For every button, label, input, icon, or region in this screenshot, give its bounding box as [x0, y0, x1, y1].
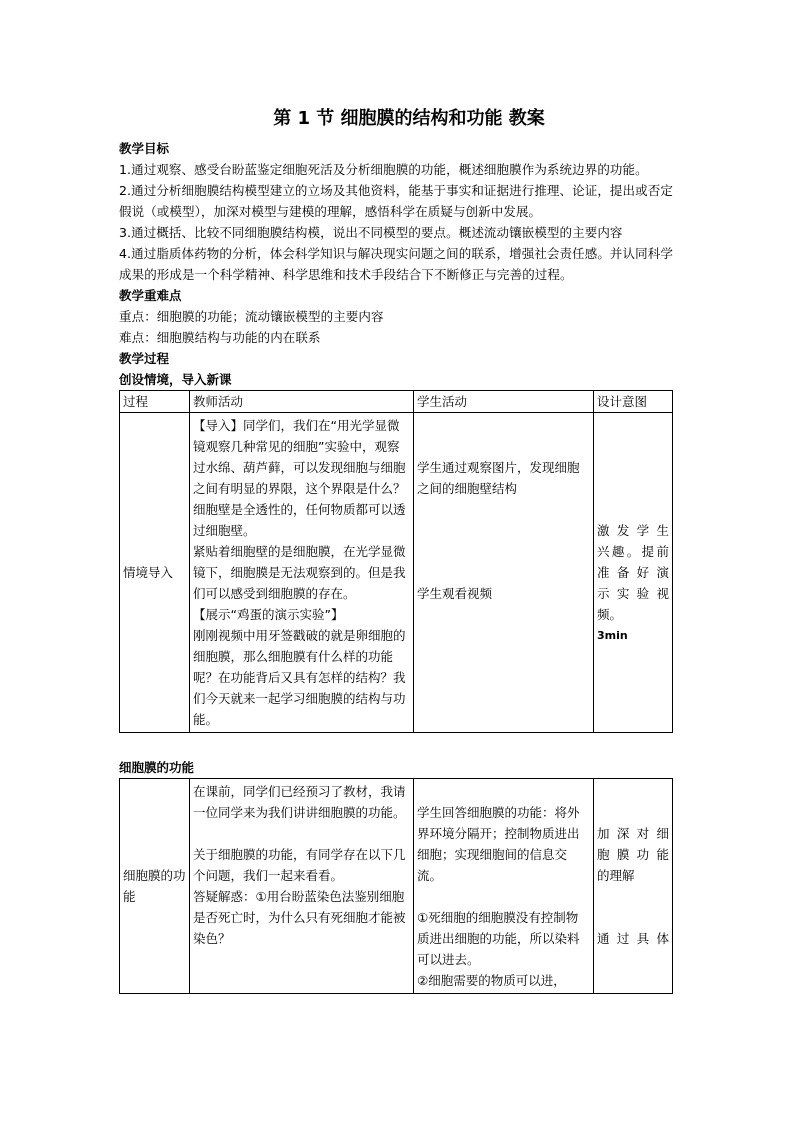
goal-item-1: 1.通过观察、感受台盼蓝鉴定细胞死活及分析细胞膜的功能，概述细胞膜作为系统边界的功能。	[119, 162, 648, 177]
teacher-text: 关于细胞膜的功能，有同学存在以下几个问题，我们一起来看看。	[193, 847, 406, 883]
teacher-activity-cell	[190, 413, 414, 733]
intent-line: 频。	[597, 607, 623, 622]
intent-cell	[594, 779, 673, 994]
student-activity-cell	[414, 413, 594, 733]
intent-line: 通过具体	[597, 931, 669, 946]
student-text: ①死细胞的细胞膜没有控制物质进出细胞的功能，所以染料可以进去。	[417, 910, 580, 967]
table-header-row	[120, 391, 673, 413]
teacher-activity-cell	[190, 779, 414, 994]
col-header-stage: 过程	[120, 391, 190, 413]
student-text: 学生通过观察图片，发现细胞之间的细胞壁结构	[417, 460, 580, 496]
intent-line: 加深对细	[597, 826, 669, 841]
teacher-text: 【展示“鸡蛋的演示实验”】	[193, 607, 344, 622]
focus-text: 重点：细胞膜的功能；流动镶嵌模型的主要内容	[119, 309, 384, 324]
keypoints-heading: 教学重难点	[119, 288, 182, 303]
function-table	[119, 778, 673, 994]
table-row	[120, 779, 673, 994]
stage-cell: 情境导入	[120, 413, 190, 733]
section-function-heading: 细胞膜的功能	[119, 760, 195, 775]
col-header-intent: 设计意图	[594, 391, 673, 413]
intent-cell	[594, 413, 673, 733]
page-title: 第 1 节 细胞膜的结构和功能 教案	[273, 108, 545, 129]
goal-item-4: 4.通过脂质体药物的分析，体会科学知识与解决现实问题之间的联系，增强社会责任感。并认同科学成果的形成是一个科学精神、科学思维和技术手段结合下不断修正与完善的过程。	[119, 246, 673, 282]
intro-table	[119, 390, 673, 733]
student-text: ②细胞需要的物质可以进，	[417, 973, 566, 988]
student-text: 学生回答细胞膜的功能：将外界环境分隔开；控制物质进出细胞；实现细胞间的信息交流。	[417, 805, 580, 883]
teacher-text: 紧贴着细胞壁的是细胞膜，在光学显微镜下，细胞膜是无法观察到的。但是我们可以感受到细胞膜的存在。	[193, 544, 406, 601]
section-intro-heading: 创设情境，导入新课	[119, 372, 232, 387]
intent-line: 的理解	[597, 868, 635, 883]
teacher-text: 在课前，同学们已经预习了教材，我请一位同学来为我们讲讲细胞膜的功能。	[193, 784, 406, 820]
teacher-text: 细胞壁是全透性的，任何物质都可以透过细胞壁。	[193, 502, 406, 538]
process-heading: 教学过程	[119, 351, 170, 366]
teacher-text: 刚刚视频中用牙签戳破的就是卵细胞的细胞膜，那么细胞膜有什么样的功能呢？在功能背后又具有怎样的结构？我们今天就来一起学习细胞膜的结构与功能。	[193, 628, 406, 727]
teacher-text: 【导入】同学们，我们在“用光学显微镜观察几种常见的细胞”实验中，观察过水绵、葫芦藓，可以发现细胞与细胞之间有明显的界限，这个界限是什么？	[193, 418, 406, 496]
teacher-text: 答疑解惑：①用台盼蓝染色法鉴别细胞是否死亡时，为什么只有死细胞才能被染色？	[193, 889, 406, 946]
intent-line: 激发学生	[597, 523, 669, 538]
table-row	[120, 413, 673, 733]
intent-line: 胞膜功能	[597, 847, 669, 862]
goal-item-2: 2.通过分析细胞膜结构模型建立的立场及其他资料，能基于事实和证据进行推理、论证，提出或否定假说（或模型），加深对模型与建模的理解，感悟科学在质疑与创新中发展。	[119, 183, 673, 219]
intent-time: 3min	[597, 629, 628, 642]
intent-line: 准备好演	[597, 565, 669, 580]
student-activity-cell	[414, 779, 594, 994]
intent-line: 示实验视	[597, 586, 669, 601]
col-header-teacher: 教师活动	[190, 391, 414, 413]
difficulty-text: 难点：细胞膜结构与功能的内在联系	[119, 330, 321, 345]
student-text: 学生观看视频	[417, 586, 493, 601]
intent-line: 兴趣。提前	[597, 544, 669, 559]
goals-heading: 教学目标	[119, 141, 170, 156]
goal-item-3: 3.通过概括、比较不同细胞膜结构模，说出不同模型的要点。概述流动镶嵌模型的主要内容	[119, 225, 623, 240]
stage-cell: 细胞膜的功能	[120, 779, 190, 994]
document-body	[119, 104, 679, 994]
col-header-student: 学生活动	[414, 391, 594, 413]
